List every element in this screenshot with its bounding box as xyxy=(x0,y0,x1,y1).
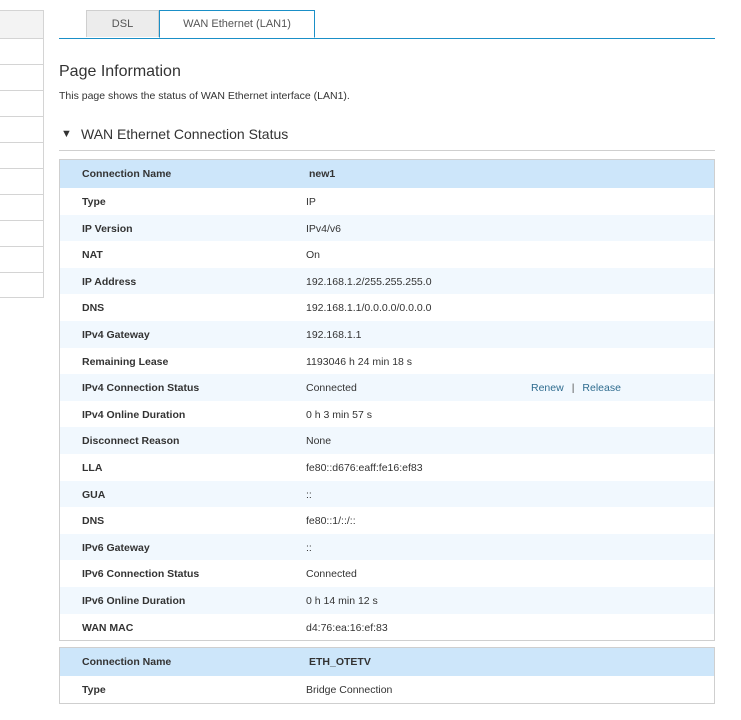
page-title: Page Information xyxy=(59,63,181,80)
row-value: 192.168.1.2/255.255.255.0 xyxy=(306,275,432,288)
sidebar-item[interactable] xyxy=(0,168,43,194)
ipv4-actions xyxy=(531,382,621,394)
row-value: 0 h 3 min 57 s xyxy=(306,408,372,421)
connection-status-table xyxy=(59,159,715,641)
sidebar-item[interactable] xyxy=(0,194,43,220)
row-label: IPv4 Gateway xyxy=(82,328,150,341)
action-separator: | xyxy=(571,382,575,395)
table-row xyxy=(60,454,714,481)
table-row xyxy=(60,507,714,534)
row-label: IPv4 Connection Status xyxy=(82,382,200,395)
row-value: IP xyxy=(306,196,316,208)
table-row xyxy=(60,294,714,321)
row-label: IP Version xyxy=(82,222,133,235)
row-value: Connected xyxy=(306,568,357,581)
row-label: Remaining Lease xyxy=(82,355,169,368)
table-row xyxy=(60,676,714,703)
sidebar-item[interactable] xyxy=(0,272,43,298)
sidebar-item[interactable] xyxy=(0,246,43,272)
row-value: :: xyxy=(306,541,312,554)
table-row xyxy=(60,268,714,295)
row-label: NAT xyxy=(82,249,103,262)
sidebar-item[interactable] xyxy=(0,38,43,64)
sidebar-item[interactable] xyxy=(0,64,43,90)
connection-name-label: Connection Name xyxy=(82,656,172,668)
sidebar-item[interactable] xyxy=(0,90,43,116)
connection-name-value: new1 xyxy=(309,168,336,180)
sidebar-fragment xyxy=(0,10,44,298)
row-label: Type xyxy=(82,684,106,696)
row-label: IPv6 Gateway xyxy=(82,541,150,554)
row-label: IPv4 Online Duration xyxy=(82,408,186,421)
sidebar-item[interactable] xyxy=(0,116,43,142)
connection-status-table-2 xyxy=(59,647,715,704)
row-value: d4:76:ea:16:ef:83 xyxy=(306,621,388,634)
release-link[interactable]: Release xyxy=(582,382,621,395)
row-value: 192.168.1.1 xyxy=(306,328,362,341)
tab-wan-ethernet[interactable]: WAN Ethernet (LAN1) xyxy=(159,10,315,38)
row-value: Connected xyxy=(306,382,357,395)
table-row xyxy=(60,560,714,587)
row-value: IPv4/v6 xyxy=(306,222,342,235)
sidebar-item[interactable] xyxy=(0,220,43,246)
row-value: None xyxy=(306,435,332,448)
renew-link[interactable]: Renew xyxy=(531,382,564,395)
table-row xyxy=(60,587,714,614)
table-header-row xyxy=(60,160,714,188)
page-description: This page shows the status of WAN Ethernet interface (LAN1). xyxy=(59,90,350,102)
table-row xyxy=(60,321,714,348)
tab-dsl[interactable]: DSL xyxy=(86,10,159,37)
table-row xyxy=(60,348,714,375)
row-label: DNS xyxy=(82,515,105,528)
row-label: LLA xyxy=(82,461,103,474)
table-row xyxy=(60,427,714,454)
table-row xyxy=(60,614,714,641)
table-row xyxy=(60,534,714,561)
section-header[interactable] xyxy=(59,122,715,151)
tab-bar xyxy=(59,10,715,39)
row-label: DNS xyxy=(82,302,105,315)
table-row xyxy=(60,215,714,242)
row-value: On xyxy=(306,249,321,262)
row-value: :: xyxy=(306,488,312,501)
table-row xyxy=(60,374,714,401)
row-value: 192.168.1.1/0.0.0.0/0.0.0.0 xyxy=(306,302,432,315)
table-row xyxy=(60,481,714,508)
row-label: Type xyxy=(82,196,106,208)
triangle-down-icon[interactable]: ▼ xyxy=(61,128,72,140)
table-header-row xyxy=(60,648,714,676)
row-label: WAN MAC xyxy=(82,621,134,634)
row-value: Bridge Connection xyxy=(306,684,393,696)
row-label: IPv6 Online Duration xyxy=(82,594,186,607)
row-value: fe80::d676:eaff:fe16:ef83 xyxy=(306,461,423,474)
row-label: GUA xyxy=(82,488,106,501)
table-row xyxy=(60,241,714,268)
row-label: IPv6 Connection Status xyxy=(82,568,200,581)
table-row xyxy=(60,188,714,215)
connection-name-label: Connection Name xyxy=(82,168,172,180)
row-label: Disconnect Reason xyxy=(82,435,180,448)
sidebar-item[interactable] xyxy=(0,10,43,38)
row-label: IP Address xyxy=(82,275,137,288)
sidebar-item[interactable] xyxy=(0,142,43,168)
connection-name-value: ETH_OTETV xyxy=(309,656,371,668)
row-value: 1193046 h 24 min 18 s xyxy=(306,355,413,368)
table-row xyxy=(60,401,714,428)
row-value: fe80::1/::/:: xyxy=(306,515,356,528)
section-title: WAN Ethernet Connection Status xyxy=(81,126,289,142)
row-value: 0 h 14 min 12 s xyxy=(306,594,378,607)
